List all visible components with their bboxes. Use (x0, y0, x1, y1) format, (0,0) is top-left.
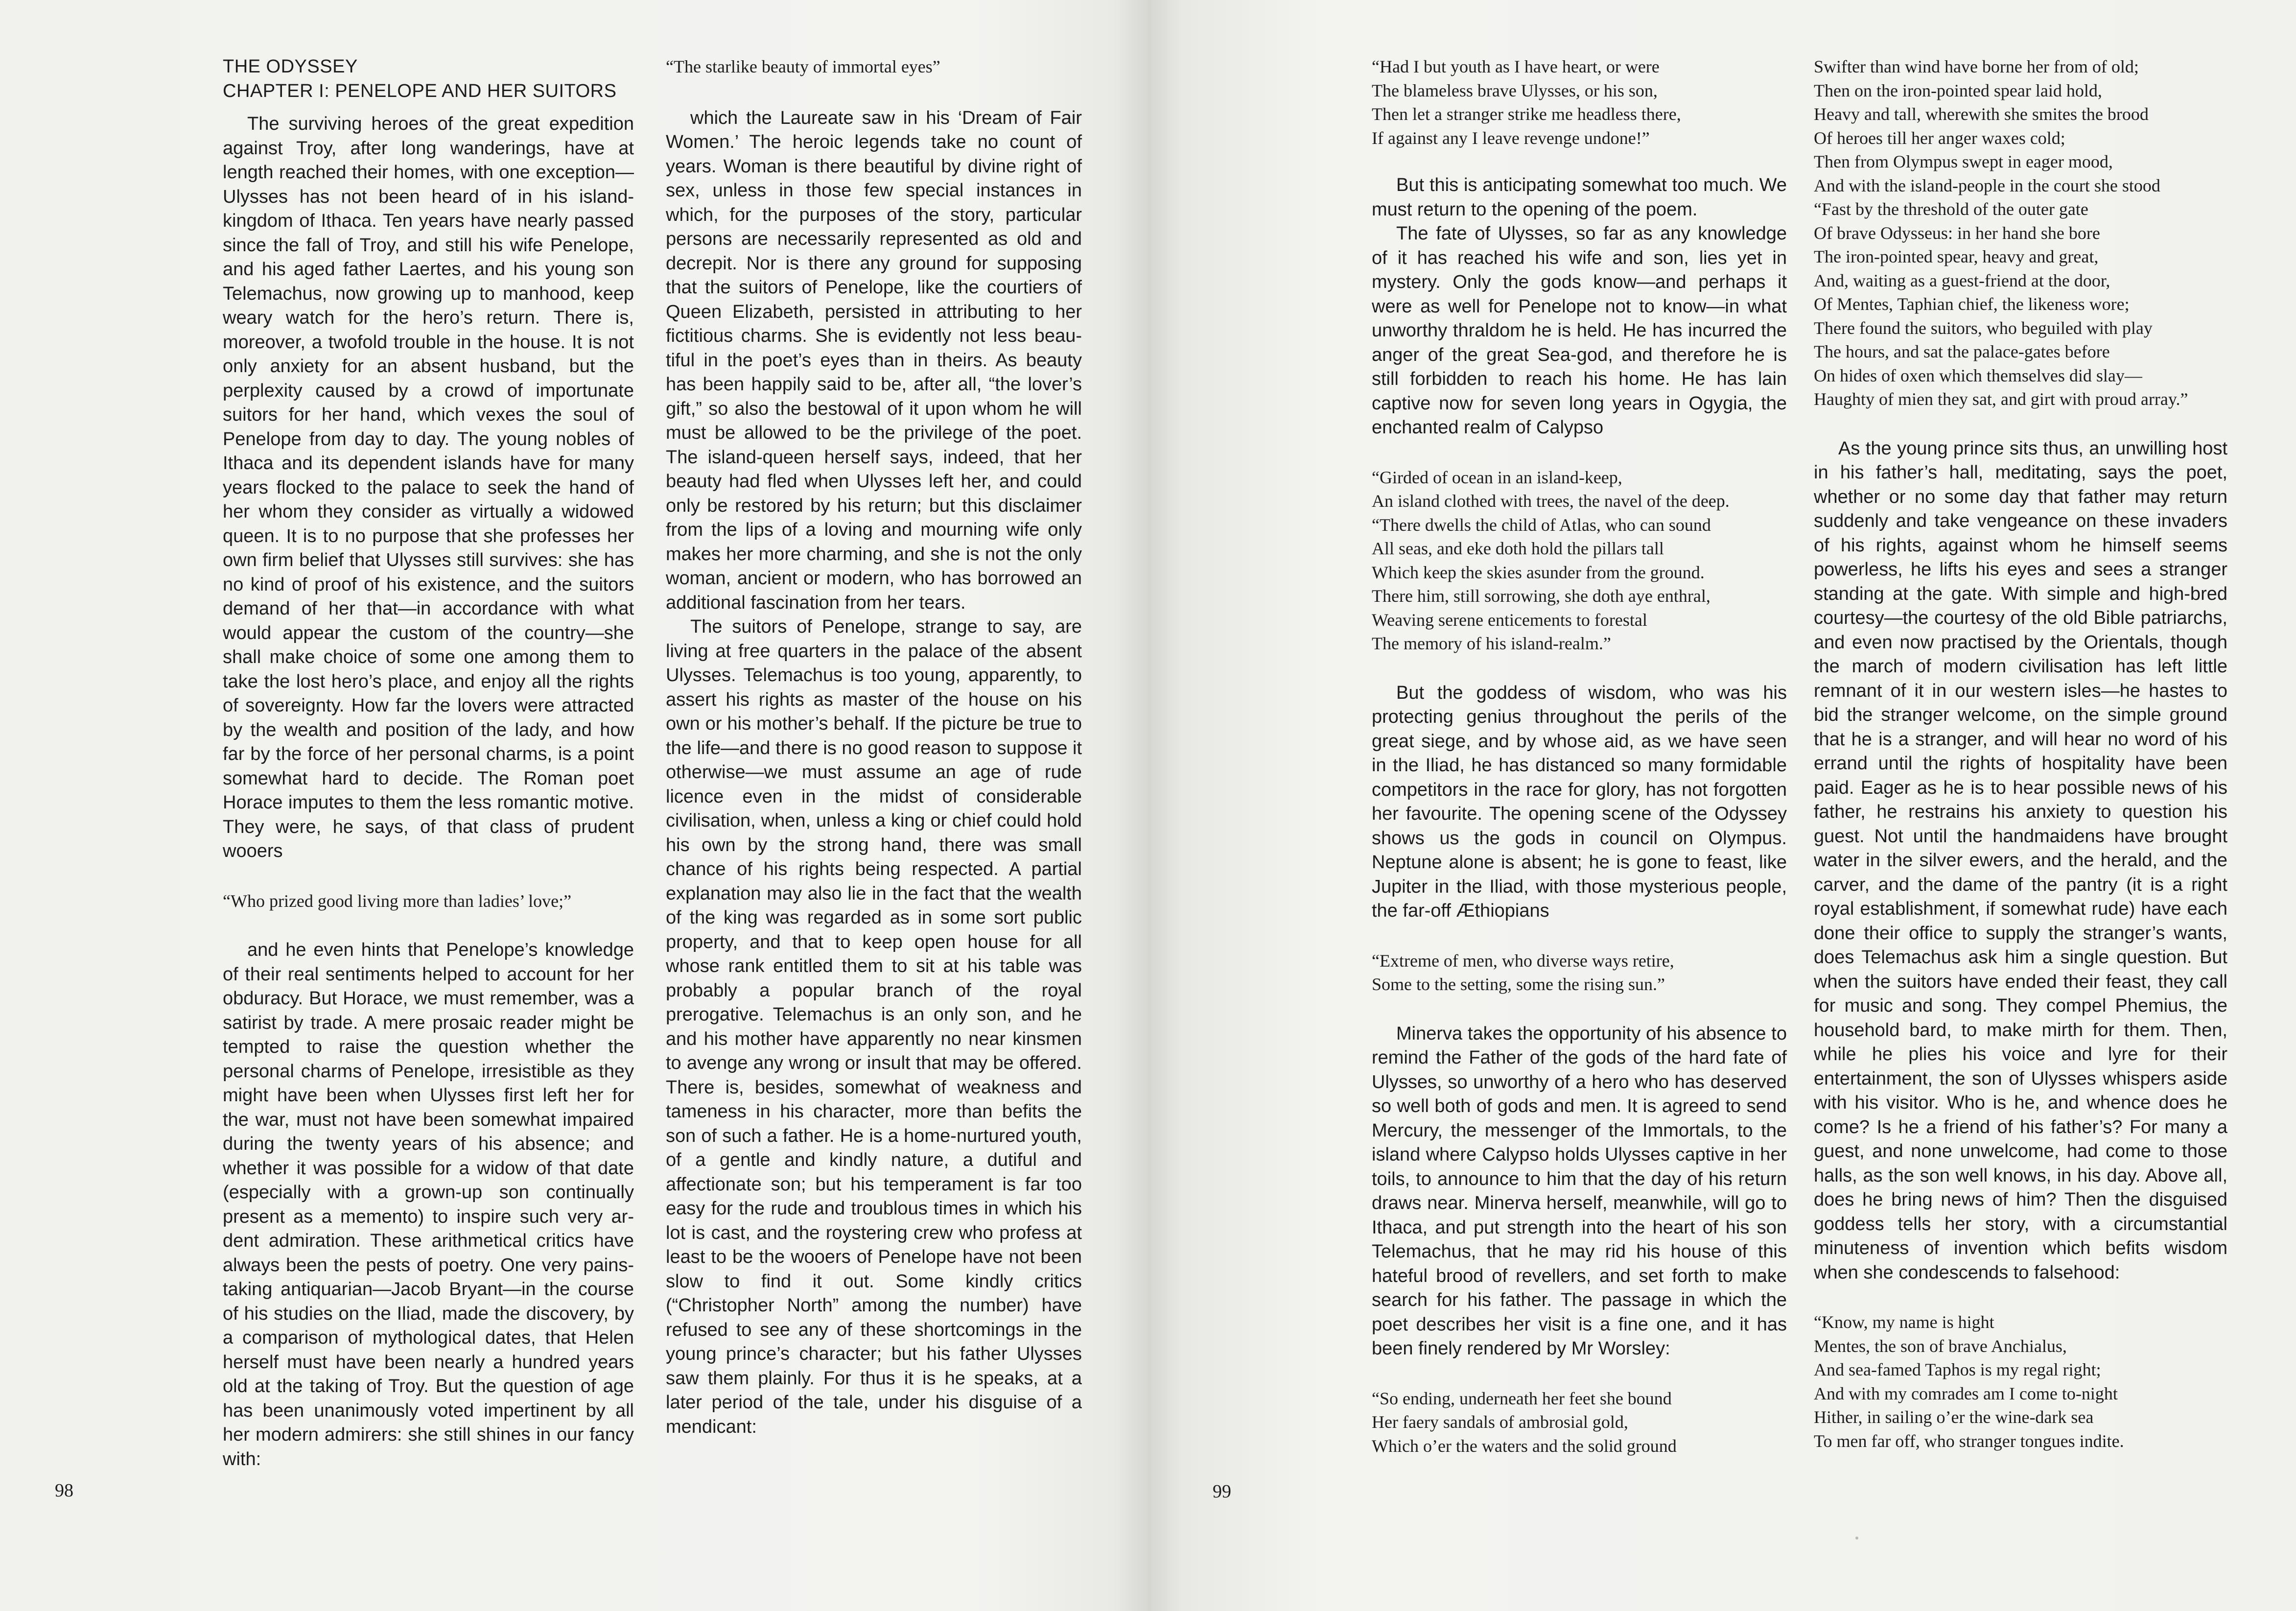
verse-line: And with my comrades am I come to-night (1814, 1383, 2118, 1403)
verse-line: “There dwells the child of Atlas, who can sound (1372, 515, 1711, 535)
verse-line: “Had I but youth as I have heart, or were (1372, 57, 1660, 76)
verse-line: Haughty of mien they sat, and girt with proud array.” (1814, 389, 2188, 409)
verse-line: An island clothed with trees, the navel of the deep. (1372, 491, 1730, 511)
paragraph: But the goddess of wisdom, who was his protecting genius throughout the perils of the great siege, and by whose aid, as we have seen in the Iliad, he has distanced so many formidable competitors in the race for glory, has not forgotten her favourite. The opening scene of the Odyssey shows us the gods in council on Olympus. Neptune alone is absent; he is gone to feast, like Jupiter in the Iliad, with those mysterious people, the far-off Æthiopians (1372, 682, 1787, 921)
verse-block (1814, 55, 2227, 411)
left-column-2 (666, 55, 1082, 1439)
verse-block (1372, 55, 1787, 150)
right-column-1 (1372, 55, 1787, 1458)
verse-quote (666, 55, 1082, 79)
verse-line: Then on the iron-pointed spear laid hold, (1814, 80, 2102, 100)
verse-line: The memory of his island-realm.” (1372, 634, 1611, 653)
verse-line: Of heroes till her anger waxes cold; (1814, 128, 2065, 148)
verse-line: And, waiting as a guest-friend at the door, (1814, 270, 2110, 290)
left-column-1 (223, 55, 634, 1471)
chapter-heading (223, 55, 634, 103)
verse-line: There found the suitors, who beguiled with play (1814, 318, 2153, 338)
paragraph: which the Laureate saw in his ‘Dream of Fair Women.’ The heroic legends take no count of years. Woman is there beautiful by divine right of sex, unless in those few special instances in which, for the purposes of the story, particular persons are necessarily represented as old and decrepit. Nor is there any ground for supposing that the suitors of Penelope, like the courtiers of Queen Elizabeth, persisted in attributing to her fictitious charms. She is evidently not less beautiful in the poet’s eyes than in theirs. As beauty has been happily said to be, after all, “the lover’s gift,” so also the bestowal of it upon whom he will must be allowed to be the privilege of the poet. The island-queen herself says, indeed, that her beauty had fled when Ulysses left her, and could only be restored by his return; but this disclaimer from the lips of a loving and mourning wife only makes her more charming, and she is not the only woman, ancient or modern, who has borrowed an additional fascination from her tears. (666, 107, 1082, 613)
verse-line: And with the island-people in the court she stood (1814, 175, 2160, 195)
verse-line: To men far off, who stranger tongues indite. (1814, 1431, 2124, 1451)
verse-line: Hither, in sailing o’er the wine-dark sea (1814, 1407, 2094, 1427)
paragraph: But this is anticipating somewhat too much. We must return to the opening of the poem. (1372, 175, 1787, 220)
verse-line: Weaving serene enticements to forestal (1372, 610, 1647, 630)
verse-block (1372, 466, 1787, 656)
verse-line: “Girded of ocean in an island-keep, (1372, 467, 1622, 487)
verse-line: Swifter than wind have borne her from of old; (1814, 57, 2139, 76)
paragraph: The surviving heroes of the great expedition against Troy, after long wanderings, have at length reached their homes, with one exception—Ulysses has not been heard of in his island-kingdom of Ithaca. Ten years have nearly passed since the fall of Troy, and still his wife Penelope, and his aged father Laertes, and his young son Telemachus, now growing up to manhood, keep weary watch for the hero’s return. There is, moreover, a twofold trouble in the house. It is not only anxiety for an absent husband, but the perplexity caused by a crowd of importunate suitors for her hand, which vexes the soul of Penelope from day to day. The young nobles of Ithaca and its dependent islands have for many years flocked to the palace to seek the hand of her whom they consider as virtually a widowed queen. It is to no purpose that she professes her own firm belief that Ulysses still survives: she has no kind of proof of his existence, and the suitors demand of her that—in accordance with what would appear the custom of the country—she shall make choice of some one among them to take the lost hero’s place, and enjoy all the rights of sovereignty. How far the lovers were attracted by the wealth and position of the lady, and how far by the force of her personal charms, is a point somewhat hard to decide. The Roman poet Horace imputes to them the less romantic motive. They were, he says, of that class of prudent wooers (223, 114, 634, 861)
verse-line: And sea-famed Taphos is my regal right; (1814, 1360, 2101, 1379)
right-column-2 (1814, 55, 2227, 1453)
verse-line: Her faery sandals of ambrosial gold, (1372, 1412, 1628, 1432)
verse-line: Which o’er the waters and the solid ground (1372, 1436, 1677, 1456)
verse-line: The blameless brave Ulysses, or his son, (1372, 80, 1658, 100)
book-title: THE ODYSSEY (223, 56, 358, 77)
paragraph: Minerva takes the opportunity of his absence to remind the Father of the gods of the hard fate of Ulysses, so unworthy of a hero who has deserved so well both of gods and men. It is agreed to send Mercury, the messenger of the Immortals, to the island where Calypso holds Ulysses captive in her toils, to announce to him that the day of his return draws near. Minerva herself, meanwhile, will go to Ithaca, and put strength into the heart of his son Telemachus, that he may rid his house of this hateful brood of revellers, and set forth to make search for his father. The passage in which the poet describes her visit is a fine one, and it has been finely rendered by Mr Worsley: (1372, 1023, 1787, 1359)
paragraph: and he even hints that Penelope’s knowledge of their real sentiments helped to account for her obduracy. But Horace, we must remember, was a satirist by trade. A mere prosaic reader might be tempted to raise the question whether the personal charms of Penelope, irresistible as they might have been when Ulysses first left her for the war, must not have been somewhat impaired during the twenty years of his absence; and whether it was possible for a widow of that date (especially with a grown-up son continually present as a memento) to inspire such very ardent admiration. These arithmetical critics have always been the pests of poetry. One very painstaking antiquarian—Jacob Bryant—in the course of his studies on the Iliad, made the discovery, by a comparison of mythological dates, that Helen herself must have been nearly a hundred years old at the taking of Troy. But the question of age has been unanimously voted impertinent by all her modern admirers: she still shines in our fancy with: (223, 940, 634, 1469)
paper-speck (1855, 1537, 1858, 1540)
verse-line: Then from Olympus swept in eager mood, (1814, 152, 2113, 171)
verse-line: On hides of oxen which themselves did slay— (1814, 365, 2142, 385)
verse-line: Of Mentes, Taphian chief, the likeness wore; (1814, 294, 2130, 314)
verse-line: Some to the setting, some the rising sun.” (1372, 974, 1665, 994)
page-number: 99 (1213, 1481, 1231, 1502)
verse-line: “The starlike beauty of immortal eyes” (666, 57, 940, 76)
page-number: 98 (55, 1480, 73, 1501)
verse-line: Mentes, the son of brave Anchialus, (1814, 1336, 2067, 1356)
verse-line: Of brave Odysseus: in her hand she bore (1814, 223, 2100, 243)
verse-line: If against any I leave revenge undone!” (1372, 128, 1650, 148)
verse-line: The iron-pointed spear, heavy and great, (1814, 247, 2099, 266)
verse-line: Then let a stranger strike me headless there, (1372, 104, 1681, 124)
verse-line: There him, still sorrowing, she doth aye enthral, (1372, 586, 1710, 606)
paragraph: The fate of Ulysses, so far as any knowledge of it has reached his wife and son, lies yet in mystery. Only the gods know—and perhaps it were as well for Penelope not to know—in what unworthy thraldom he is held. He has incurred the anger of the great Sea-god, and therefore he is still forbidden to reach his home. He has lain captive now for seven long years in Ogygia, the enchanted realm of Calypso (1372, 223, 1787, 438)
verse-line: Heavy and tall, wherewith she smites the brood (1814, 104, 2149, 124)
verse-line: “So ending, underneath her feet she bound (1372, 1388, 1672, 1408)
right-page (1148, 0, 2296, 1611)
verse-quote (223, 889, 634, 913)
verse-block (1814, 1310, 2227, 1453)
chapter-title: CHAPTER I: PENELOPE AND HER SUITORS (223, 80, 617, 101)
verse-line: All seas, and eke doth hold the pillars tall (1372, 539, 1664, 558)
paragraph: As the young prince sits thus, an unwilling host in his father’s hall, meditating, says the poet, whether or no some day that father may return suddenly and take vengeance on these invaders of his rights, against whom he himself seems powerless, he lifts his eyes and sees a stranger standing at the gate. With simple and high-bred courtesy—the courtesy of the old Bible patriarchs, and even now practised by the Orientals, though the march of modern civilisation has left little remnant of it in our western isles—he hastes to bid the stranger welcome, on the simple ground that he is a stranger, and will hear no word of his errand until the rights of hospitality have been paid. Eager as he is to hear possible news of his father, he restrains his anxiety to question his guest. Not until the handmaidens have brought water in the silver ewers, and the herald, and the carver, and the dame of the pantry (it is a right royal establishment, if somewhat rude) have each done their office to supply the stranger’s wants, does Telemachus ask him a single question. But when the suitors have ended their feast, they call for music and song. They compel Phemius, the household bard, to make mirth for them. Then, while he plies his voice and lyre for their entertainment, the son of Ulysses whispers aside with his visitor. Who is he, and whence does he come? Is he a friend of his father’s? For many a guest, and none unwelcome, had come to those halls, as the son well knows, in his day. Above all, does he bring news of him? Then the disguised goddess tells her story, with a circumstantial minuteness of invention which befits wisdom when she condescends to falsehood: (1814, 438, 2227, 1283)
verse-line: The hours, and sat the palace-gates before (1814, 342, 2110, 361)
verse-line: “Extreme of men, who diverse ways retire, (1372, 950, 1674, 971)
paragraph: The suitors of Penelope, strange to say, are living at free quarters in the palace of the absent Ulysses. Telemachus is too young, apparently, to assert his rights as master of the house on his own or his mother’s behalf. If the picture be true to the life—and there is no good reason to suppose it otherwise—we must assume an age of rude licence even in the midst of considerable civilisation, when, unless a king or chief could hold his own by the strong hand, there was small chance of his rights being respected. A partial explanation may also lie in the fact that the wealth of the king was regarded as in some sort public property, and that to keep open house for all whose rank entitled them to sit at his table was probably a popular branch of the royal prerogative. Telemachus is an only son, and he and his mother have apparently no near kinsmen to avenge any wrong or insult that may be offered. There is, besides, somewhat of weakness and tameness in his character, more than befits the son of such a father. He is a home-nurtured youth, of a gentle and kindly nature, a dutiful and affectionate son; but his temperament is far too easy for the rude and troublous times in which his lot is cast, and the roystering crew who profess at least to be the wooers of Penelope have not been slow to find it out. Some kindly critics (“Christopher North” among the number) have refused to see any of these shortcomings in the young prince’s character; but his father Ulysses saw them plainly. For thus it is he speaks, at a later period of the tale, under his disguise of a mendicant: (666, 616, 1082, 1437)
verse-block (1372, 949, 1787, 996)
verse-line: “Fast by the threshold of the outer gate (1814, 199, 2088, 219)
verse-block (1372, 1387, 1787, 1458)
verse-line: “Know, my name is hight (1814, 1312, 1994, 1332)
verse-line: Which keep the skies asunder from the ground. (1372, 562, 1705, 582)
verse-line: “Who prized good living more than ladies’ love;” (223, 891, 572, 911)
